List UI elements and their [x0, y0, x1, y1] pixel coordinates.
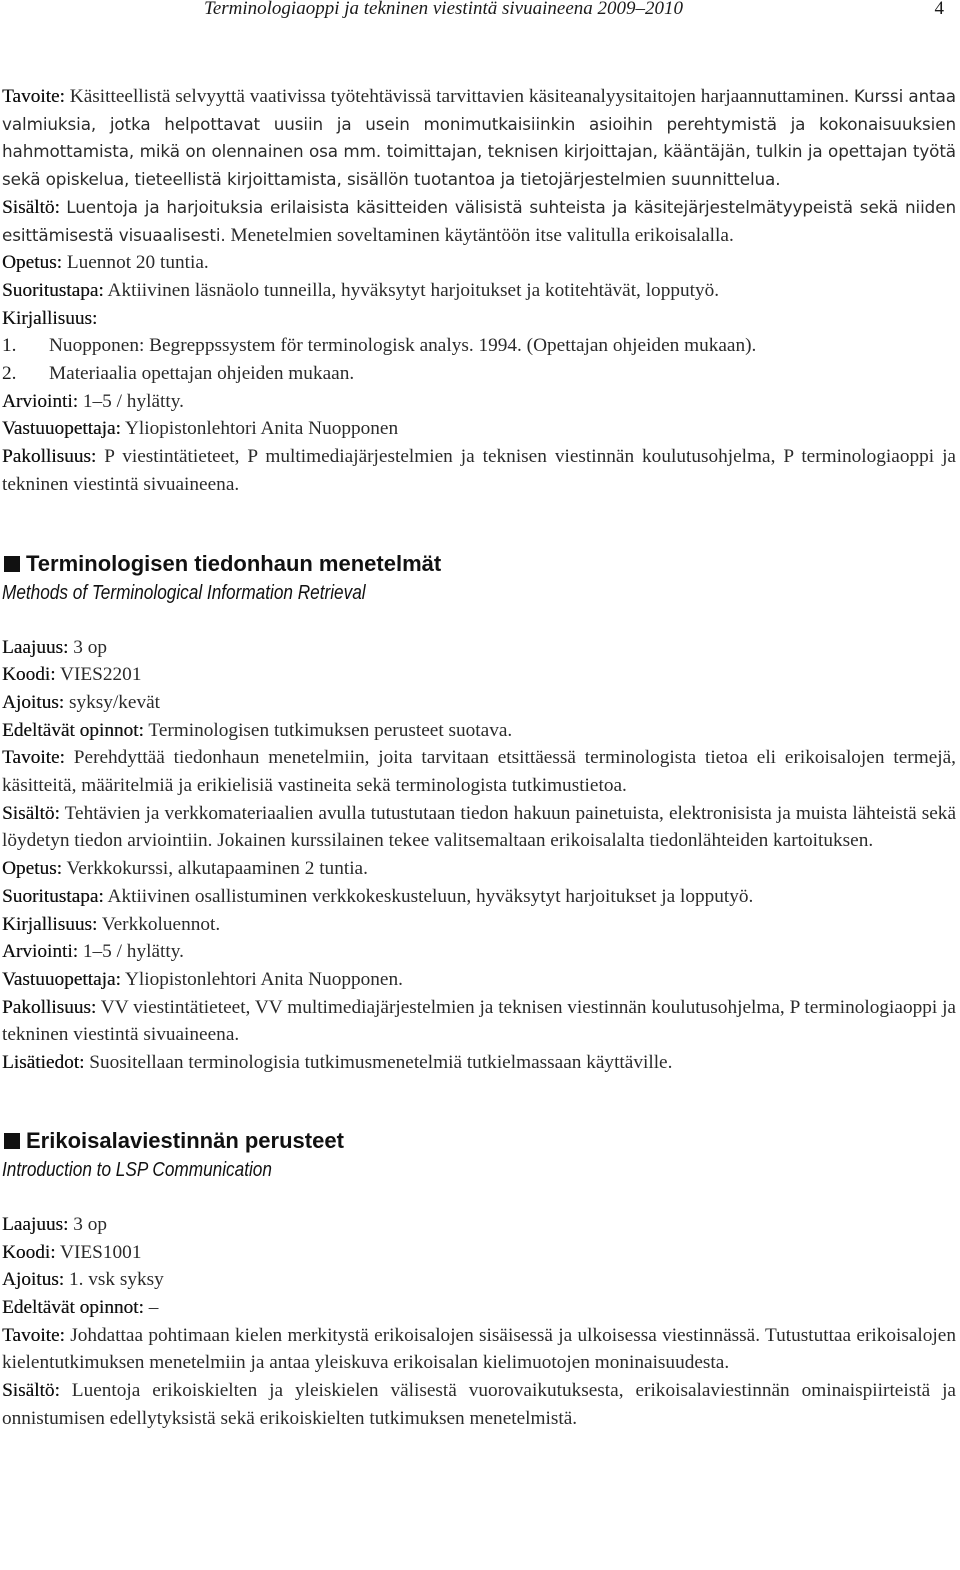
field-arviointi	[2, 938, 956, 966]
label-vastuuopettaja: Vastuuopettaja:	[2, 968, 121, 990]
label-pakollisuus: Pakollisuus:	[2, 446, 97, 468]
field-vastuuopettaja	[2, 415, 956, 443]
label-sisalto: Sisältö:	[2, 196, 60, 218]
literature-item-number: 1.	[2, 335, 17, 357]
label-tavoite: Tavoite:	[2, 86, 65, 107]
course-heading	[2, 1127, 956, 1185]
value-edeltavat-opinnot: –	[148, 1296, 159, 1318]
course-subtitle: Introduction to LSP Communication	[2, 1158, 272, 1181]
value-vastuuopettaja: Yliopistonlehtori Anita Nuopponen.	[124, 968, 403, 990]
field-pakollisuus	[2, 443, 956, 498]
value-edeltavat-opinnot: Terminologisen tutkimuksen perusteet suotava.	[148, 719, 513, 741]
label-kirjallisuus: Kirjallisuus:	[2, 913, 98, 935]
label-ajoitus: Ajoitus:	[2, 1269, 65, 1291]
value-koodi: VIES1001	[60, 1241, 142, 1263]
page-number: 4	[934, 0, 944, 19]
label-edeltavat-opinnot: Edeltävät opinnot:	[2, 1296, 144, 1318]
document-body	[2, 83, 956, 1432]
value-koodi: VIES2201	[60, 664, 142, 686]
label-ajoitus: Ajoitus:	[2, 691, 65, 713]
label-laajuus: Laajuus:	[2, 1213, 69, 1235]
field-edeltavat-opinnot	[2, 717, 956, 745]
label-arviointi: Arviointi:	[2, 941, 79, 963]
label-pakollisuus: Pakollisuus:	[2, 996, 97, 1018]
value-arviointi: 1–5 / hylätty.	[82, 390, 184, 412]
course-vies1001	[2, 1127, 956, 1433]
literature-item	[2, 360, 956, 388]
value-pakollisuus: VV viestintätieteet, VV multimediajärjestelmien ja teknisen viestinnän koulutusohjelma, P terminologiaoppi ja tekninen viestintä sivuaineena.	[2, 996, 956, 1046]
label-suoritustapa: Suoritustapa:	[2, 279, 104, 301]
course-title	[2, 1127, 956, 1155]
value-vastuuopettaja: Yliopistonlehtori Anita Nuopponen	[124, 418, 399, 440]
value-suoritustapa: Aktiivinen läsnäolo tunneilla, hyväksytyt harjoitukset ja kotitehtävät, lopputyö.	[107, 279, 720, 301]
field-opetus	[2, 249, 956, 277]
field-sisalto	[2, 194, 956, 249]
value-sisalto: Luentoja erikoiskielten ja yleiskielen välisestä vuorovaikutuksesta, erikoisalaviestinnän ominaispiirteistä ja onnistumisen edellytyksistä sekä erikoiskielten tutkimuksen menetelmistä.	[2, 1380, 956, 1429]
page-header	[0, 0, 960, 26]
course-vies-conceptual-analysis	[2, 83, 956, 499]
label-tavoite: Tavoite:	[2, 747, 65, 769]
label-sisalto: Sisältö:	[2, 1380, 60, 1402]
value-arviointi: 1–5 / hylätty.	[82, 941, 184, 963]
field-ajoitus	[2, 689, 956, 717]
value-kirjallisuus: Verkkoluennot.	[101, 913, 221, 935]
field-edeltavat-opinnot	[2, 1294, 956, 1322]
value-tavoite: Perehdyttää tiedonhaun menetelmiin, joita tarvitaan etsittäessä terminologista tietoa eli erikoisalojen termejä, käsitteitä, määritelmiä ja erikielisiä vastineita sekä terminologista tutkimustietoa.	[2, 747, 956, 797]
field-tavoite	[2, 744, 956, 799]
field-laajuus	[2, 634, 956, 662]
label-sisalto: Sisältö:	[2, 802, 60, 824]
field-tavoite	[2, 83, 956, 194]
label-vastuuopettaja: Vastuuopettaja:	[2, 418, 121, 440]
field-sisalto	[2, 800, 956, 855]
field-suoritustapa	[2, 277, 956, 305]
field-sisalto	[2, 1377, 956, 1432]
label-tavoite: Tavoite:	[2, 1324, 65, 1346]
course-title-text: Terminologisen tiedonhaun menetelmät	[26, 550, 442, 576]
value-opetus: Verkkokurssi, alkutapaaminen 2 tuntia.	[66, 858, 368, 880]
label-opetus: Opetus:	[2, 858, 62, 880]
field-suoritustapa	[2, 883, 956, 911]
value-suoritustapa: Aktiivinen osallistuminen verkkokeskusteluun, hyväksytyt harjoitukset ja lopputyö.	[107, 885, 754, 907]
course-title-text: Erikoisalaviestinnän perusteet	[26, 1127, 344, 1153]
field-lisatiedot	[2, 1049, 956, 1077]
value-lisatiedot: Suositellaan terminologisia tutkimusmenetelmiä tutkielmassaan käyttäville.	[89, 1052, 673, 1074]
value-sisalto-part2: Menetelmien soveltaminen käytäntöön itse valitulla erikoisalalla.	[230, 224, 734, 246]
label-edeltavat-opinnot: Edeltävät opinnot:	[2, 719, 144, 741]
square-bullet-icon	[4, 1133, 20, 1149]
label-lisatiedot: Lisätiedot:	[2, 1052, 85, 1074]
literature-item-number: 2.	[2, 363, 17, 385]
field-arviointi	[2, 388, 956, 416]
header-title: Terminologiaoppi ja tekninen viestintä sivuaineena 2009–2010	[204, 0, 683, 19]
label-kirjallisuus: Kirjallisuus:	[2, 307, 98, 329]
label-koodi: Koodi:	[2, 1241, 56, 1263]
field-opetus	[2, 855, 956, 883]
literature-item-text: Materiaalia opettajan ohjeiden mukaan.	[49, 363, 355, 385]
field-tavoite	[2, 1322, 956, 1377]
field-koodi	[2, 661, 956, 689]
label-opetus: Opetus:	[2, 252, 62, 274]
value-pakollisuus: P viestintätieteet, P multimediajärjestelmien ja teknisen viestinnän koulutusohjelma, P terminologiaoppi ja tekninen viestintä sivuaineena.	[2, 446, 956, 495]
field-kirjallisuus	[2, 305, 956, 333]
value-ajoitus: 1. vsk syksy	[68, 1269, 164, 1291]
value-sisalto: Tehtävien ja verkkomateriaalien avulla tutustutaan tiedon hakuun painetuista, elektronisista ja muista lähteistä sekä löydetyn tiedon arviointiin. Jokainen kurssilainen tekee valitsemaltaan erikoisalalta tiedonlähteiden kartoituksen.	[2, 802, 956, 852]
course-vies2201	[2, 550, 956, 1077]
value-tavoite-part1: Käsitteellistä selvyyttä vaativissa työtehtävissä tarvittavien käsiteanalyysitaitojen harjaannuttaminen.	[69, 86, 850, 107]
value-ajoitus: syksy/kevät	[68, 691, 161, 713]
literature-item-text: Nuopponen: Begreppssystem för terminologisk analys. 1994. (Opettajan ohjeiden mukaan).	[49, 335, 757, 357]
field-vastuuopettaja	[2, 966, 956, 994]
value-opetus: Luennot 20 tuntia.	[66, 252, 209, 274]
field-laajuus	[2, 1211, 956, 1239]
field-pakollisuus	[2, 994, 956, 1049]
value-laajuus: 3 op	[73, 636, 107, 658]
literature-item	[2, 332, 956, 360]
label-suoritustapa: Suoritustapa:	[2, 885, 104, 907]
label-arviointi: Arviointi:	[2, 390, 79, 412]
field-ajoitus	[2, 1266, 956, 1294]
course-heading	[2, 550, 956, 608]
value-sisalto-part1: Luentoja ja harjoituksia erilaisista käsitteiden välisistä suhteista ja käsitejärjestelmätyypeistä sekä niiden esittämisestä visuaalisesti.	[2, 196, 956, 245]
value-tavoite-part2: Kurssi antaa valmiuksia, jotka helpottavat uusiin ja usein monimutkaisiinkin asioihin perehtymistä ja kokonaisuuksien hahmottamista, mikä on olennainen osa mm. toimittajan, teknisen kirjoittajan, kääntäjän, tulkin ja opettajan työtä sekä opiskelua, tieteellistä kirjoittamista, sisällön tuotantoa ja tietojärjestelmien suunnittelua.	[2, 86, 956, 190]
course-title	[2, 550, 956, 578]
label-laajuus: Laajuus:	[2, 636, 69, 658]
square-bullet-icon	[4, 556, 20, 572]
course-subtitle: Methods of Terminological Information Retrieval	[2, 581, 366, 604]
field-kirjallisuus	[2, 911, 956, 939]
value-laajuus: 3 op	[73, 1213, 107, 1235]
field-koodi	[2, 1239, 956, 1267]
label-koodi: Koodi:	[2, 664, 56, 686]
value-tavoite: Johdattaa pohtimaan kielen merkitystä erikoisalojen sisäisessä ja ulkoisessa viestinnässä. Tutustuttaa erikoisalojen kielentutkimuksen menetelmiin ja antaa yleiskuva erikoisalan kielimuotojen moninaisuudesta.	[2, 1324, 956, 1374]
